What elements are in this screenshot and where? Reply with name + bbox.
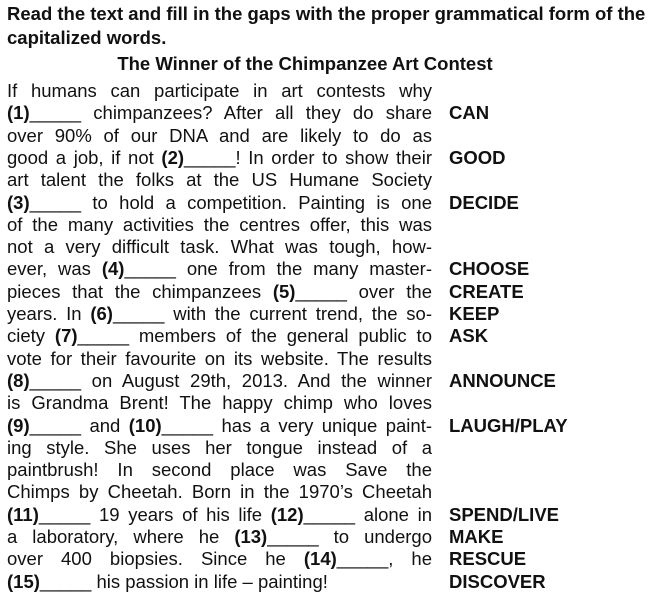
- text-line: [7, 526, 432, 548]
- text-segment: _____! In order to show their: [184, 146, 432, 168]
- gap-number: (13): [234, 526, 268, 547]
- text-segment: _____ with the current trend, the so-: [112, 303, 432, 324]
- text-line: [7, 504, 432, 526]
- text-segment: a laboratory, where he: [7, 526, 235, 547]
- text-segment: _____ over the: [295, 280, 432, 302]
- gap-number: (7): [54, 325, 78, 347]
- text-segment: is Grandma Brent! The happy chimp who loves: [7, 392, 432, 414]
- text-line: [7, 415, 432, 437]
- text-segment: If humans can participate in art contests why: [7, 80, 432, 101]
- gap-number: (11): [7, 503, 39, 525]
- text-segment: art talent the folks at the US Humane Society: [7, 169, 432, 191]
- capitalized-word: RESCUE: [449, 548, 527, 570]
- text-line: [7, 214, 432, 236]
- text-line: [7, 548, 432, 570]
- text-line: [7, 303, 432, 325]
- gap-number: (6): [90, 303, 113, 324]
- text-segment: over 400 biopsies. Since he: [7, 548, 304, 570]
- text-segment: years. In: [7, 303, 91, 324]
- capitalized-word: ANNOUNCE: [449, 369, 556, 391]
- text-line: [7, 348, 432, 370]
- capitalized-word: ASK: [449, 325, 489, 347]
- text-segment: ever, was: [7, 258, 102, 280]
- instructions: Read the text and fill in the gaps with the proper grammatical form of the capitalized words.: [7, 3, 646, 48]
- text-segment: _____ on August 29th, 2013. And the winner: [29, 369, 432, 391]
- text-segment: _____, he: [336, 548, 432, 570]
- gap-number: (4): [101, 258, 125, 280]
- capitalized-word: DECIDE: [449, 191, 519, 213]
- gap-number: (5): [272, 280, 296, 302]
- capitalized-word: CREATE: [449, 280, 524, 302]
- text-segment: over 90% of our DNA and are likely to do as: [7, 124, 432, 146]
- capitalized-word: DISCOVER: [449, 570, 546, 592]
- text-segment: _____ his passion in life – painting!: [39, 570, 328, 592]
- text-segment: _____ has a very unique paint-: [161, 414, 433, 436]
- gap-number: (9): [7, 414, 30, 436]
- text-line: [7, 281, 432, 303]
- text-segment: _____ and: [29, 414, 129, 436]
- text-segment: paintbrush! In second place was Save the: [7, 459, 432, 481]
- gap-number: (14): [303, 548, 337, 570]
- text-segment: ing style. She uses her tongue instead of a: [7, 436, 432, 458]
- text-line: [7, 102, 432, 124]
- capitalized-word: CAN: [449, 102, 490, 124]
- text-line: [7, 571, 432, 593]
- text-segment: _____ chimpanzees? After all they do share: [29, 102, 432, 124]
- gap-number: (1): [7, 102, 30, 124]
- text-line: [7, 370, 432, 392]
- text-line: [7, 169, 432, 191]
- capitalized-word: CHOOSE: [449, 258, 530, 280]
- gap-number: (15): [7, 570, 40, 592]
- text-line: [7, 125, 432, 147]
- text-segment: ciety: [7, 325, 55, 347]
- article-title: The Winner of the Chimpanzee Art Contest: [117, 53, 493, 74]
- text-segment: _____ 19 years of his life: [38, 503, 271, 525]
- text-line: [7, 258, 432, 280]
- gap-number: (2): [161, 146, 185, 168]
- text-segment: _____ to hold a competition. Painting is one: [29, 191, 432, 213]
- text-line: [7, 392, 432, 414]
- text-segment: Chimps by Cheetah. Born in the 1970’s Cheetah: [7, 481, 432, 503]
- gap-number: (10): [128, 414, 162, 436]
- text-line: [7, 325, 432, 347]
- capitalized-word: SPEND/LIVE: [449, 503, 559, 525]
- gap-number: (8): [7, 369, 30, 391]
- capitalized-word: KEEP: [449, 303, 500, 324]
- gap-number: (12): [270, 503, 304, 525]
- text-segment: _____ alone in: [303, 503, 433, 525]
- text-line: [7, 80, 432, 102]
- text-segment: _____ to undergo: [267, 526, 432, 547]
- text-line: [7, 481, 432, 503]
- text-segment: not a very difficult task. What was tough, how-: [7, 236, 432, 258]
- text-segment: _____ members of the general public to: [77, 325, 432, 347]
- text-segment: of the many activities the centres offer, this was: [7, 213, 432, 235]
- text-segment: pieces that the chimpanzees: [7, 280, 273, 302]
- text-line: [7, 437, 432, 459]
- capitalized-word: MAKE: [449, 526, 504, 547]
- text-segment: _____ one from the many master-: [124, 258, 432, 280]
- text-segment: good a job, if not: [7, 146, 162, 168]
- gap-number: (3): [7, 191, 30, 213]
- text-line: [7, 236, 432, 258]
- text-segment: vote for their favourite on its website. The results: [7, 347, 432, 369]
- text-line: [7, 147, 432, 169]
- text-line: [7, 192, 432, 214]
- capitalized-word: LAUGH/PLAY: [449, 414, 568, 436]
- text-line: [7, 459, 432, 481]
- capitalized-word: GOOD: [449, 146, 506, 168]
